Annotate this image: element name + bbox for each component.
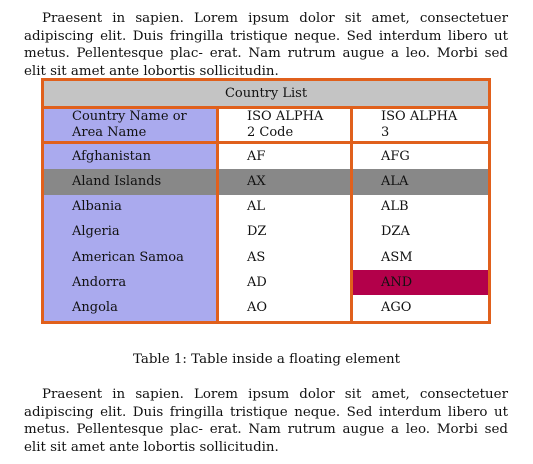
cell-alpha2: AF [218, 143, 352, 170]
country-table-float [41, 78, 488, 324]
table-row [43, 295, 490, 322]
table-row [43, 169, 490, 194]
cell-alpha3: ALB [381, 199, 409, 215]
cell-country-name: Algeria [43, 220, 218, 245]
intro-line-2: Duis fringilla tristique neque. Sed interdum libero ut metus. Pellentesque plac- [24, 28, 508, 61]
cell-alpha3: ALA [352, 169, 490, 194]
cell-country-name: Aland Islands [43, 169, 218, 194]
table-row [43, 143, 490, 170]
intro-line-3: erat. Nam rutrum augue a leo. Morbi sed elit sit amet ante lobortis sollicitudin. [24, 46, 508, 79]
table-row [43, 220, 490, 245]
table-title: Country List [43, 80, 490, 108]
cell-alpha3: DZA [381, 224, 410, 240]
table-title-row [43, 80, 490, 108]
cell-alpha2: DZ [218, 220, 352, 245]
table-row [43, 195, 490, 220]
closing-line-2: Duis fringilla tristique neque. Sed interdum libero ut metus. Pellentesque plac- [24, 404, 508, 437]
header-alpha2: ISO ALPHA 2 Code [218, 108, 352, 143]
table-row [43, 245, 490, 270]
cell-alpha3: ASM [381, 249, 413, 265]
cell-alpha3-highlighted: AND [352, 270, 490, 295]
cell-alpha3: AGO [381, 299, 412, 315]
intro-line-1: Praesent in sapien. Lorem ipsum dolor sit amet, consectetuer adipiscing elit. [24, 11, 508, 44]
cell-alpha2: AL [218, 195, 352, 220]
cell-alpha2: AO [218, 295, 352, 322]
intro-paragraph [24, 10, 508, 80]
cell-country-name: Afghanistan [43, 143, 218, 170]
closing-paragraph [24, 386, 508, 456]
table-caption: Table 1: Table inside a floating element [132, 352, 400, 367]
cell-alpha3: AFG [381, 148, 410, 164]
cell-alpha2: AS [218, 245, 352, 270]
header-alpha3: ISO ALPHA 3 [352, 108, 490, 143]
cell-country-name: Albania [43, 195, 218, 220]
table-row [43, 270, 490, 295]
table-header-row [43, 108, 490, 143]
cell-country-name: Angola [43, 295, 218, 322]
cell-country-name: American Samoa [43, 245, 218, 270]
country-table [41, 78, 491, 324]
cell-country-name: Andorra [43, 270, 218, 295]
header-country-name: Country Name or Area Name [43, 108, 218, 143]
cell-alpha2: AD [218, 270, 352, 295]
cell-alpha2: AX [218, 169, 352, 194]
closing-line-1: Praesent in sapien. Lorem ipsum dolor sit amet, consectetuer adipiscing elit. [24, 387, 508, 420]
closing-line-3: erat. Nam rutrum augue a leo. Morbi sed elit sit amet ante lobortis sollicitudin. [24, 422, 508, 455]
